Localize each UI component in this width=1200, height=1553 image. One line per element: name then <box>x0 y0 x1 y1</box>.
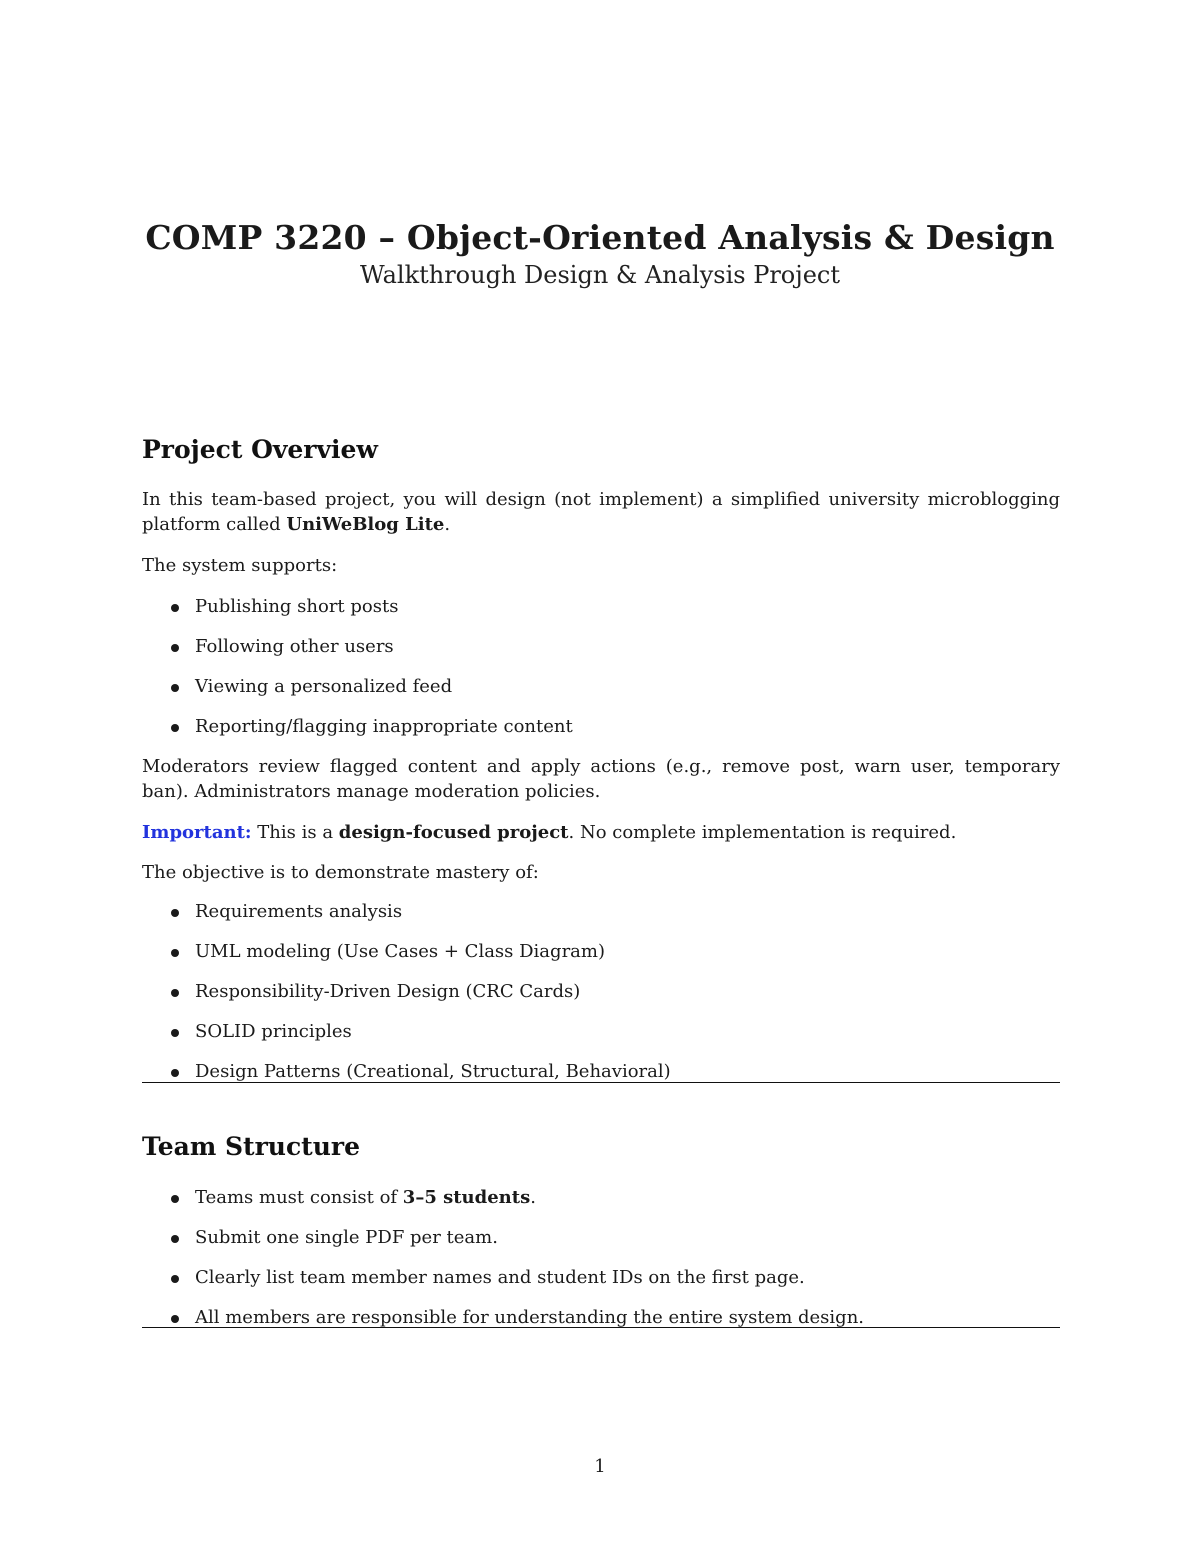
features-list <box>162 594 1042 754</box>
list-item <box>162 1305 1042 1345</box>
list-item-text: Responsibility-Driven Design (CRC Cards) <box>195 981 581 1002</box>
bullet-icon <box>171 909 179 917</box>
list-item-text: Requirements analysis <box>195 901 403 922</box>
list-item <box>162 634 1042 674</box>
intro-text: In this team-based project, you will design (not implement) a simplified university microblogging platform called <box>142 489 1060 535</box>
list-item-text: Following other users <box>195 636 394 657</box>
important-bold: design-focused project <box>338 822 569 843</box>
list-item <box>162 1225 1042 1265</box>
list-item <box>162 594 1042 634</box>
important-end: . No complete implementation is required. <box>568 822 957 843</box>
document-subtitle: Walkthrough Design & Analysis Project <box>360 261 840 289</box>
list-item <box>162 1265 1042 1305</box>
moderators-paragraph: Moderators review flagged content and apply actions (e.g., remove post, warn user, temporary ban). Administrators manage moderation policies. <box>142 756 1060 802</box>
list-item <box>162 714 1042 754</box>
list-item-text: Design Patterns (Creational, Structural, Behavioral) <box>195 1061 671 1082</box>
bullet-icon <box>171 1315 179 1323</box>
list-item-text: Publishing short posts <box>195 596 399 617</box>
section-heading-team: Team Structure <box>142 1132 360 1161</box>
list-item <box>162 674 1042 714</box>
team-size: 3–5 students <box>402 1187 531 1208</box>
document-title: COMP 3220 – Object-Oriented Analysis & Design <box>145 218 1055 257</box>
objectives-list <box>162 899 1042 1099</box>
list-item <box>162 1185 1042 1225</box>
important-text: This is a <box>251 822 339 843</box>
list-item-text: Clearly list team member names and student IDs on the first page. <box>195 1267 805 1288</box>
list-item-text: SOLID principles <box>195 1021 352 1042</box>
intro-end: . <box>444 514 451 535</box>
list-item <box>162 1019 1042 1059</box>
list-item-text: Viewing a personalized feed <box>195 676 453 697</box>
bullet-icon <box>171 604 179 612</box>
section-heading-overview: Project Overview <box>142 435 378 464</box>
bullet-icon <box>171 684 179 692</box>
team-list <box>162 1185 1042 1345</box>
list-item-text: Teams must consist of <box>195 1187 403 1208</box>
bullet-icon <box>171 1069 179 1077</box>
list-item-end: . <box>530 1187 536 1208</box>
bullet-icon <box>171 724 179 732</box>
section-divider <box>142 1082 1060 1083</box>
bullet-icon <box>171 1195 179 1203</box>
bullet-icon <box>171 989 179 997</box>
platform-name: UniWeBlog Lite <box>286 514 445 535</box>
list-item <box>162 939 1042 979</box>
overview-intro <box>142 487 1060 537</box>
bullet-icon <box>171 1235 179 1243</box>
list-item-text: Reporting/flagging inappropriate content <box>195 716 573 737</box>
important-label: Important: <box>142 822 252 843</box>
bullet-icon <box>171 1029 179 1037</box>
objective-label: The objective is to demonstrate mastery of: <box>142 862 539 883</box>
list-item <box>162 979 1042 1019</box>
list-item-text: All members are responsible for understanding the entire system design. <box>195 1307 865 1328</box>
list-item-text: UML modeling (Use Cases + Class Diagram) <box>195 941 605 962</box>
section-divider <box>142 1327 1060 1328</box>
list-item <box>162 899 1042 939</box>
list-item-text: Submit one single PDF per team. <box>195 1227 498 1248</box>
bullet-icon <box>171 644 179 652</box>
list-item <box>162 1059 1042 1099</box>
supports-label: The system supports: <box>142 555 338 576</box>
bullet-icon <box>171 949 179 957</box>
page-number: 1 <box>594 1456 606 1477</box>
important-note <box>142 820 1060 845</box>
bullet-icon <box>171 1275 179 1283</box>
